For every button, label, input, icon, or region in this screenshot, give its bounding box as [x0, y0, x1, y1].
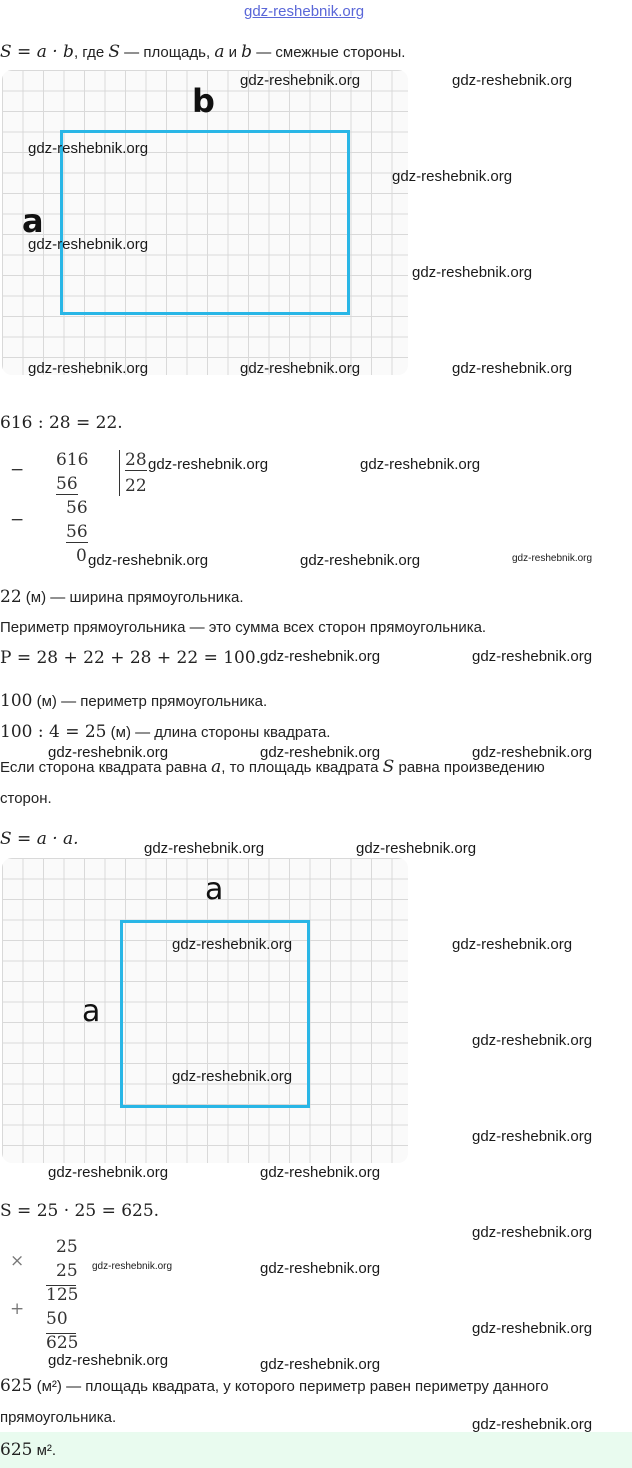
division-rem-1: 56 — [66, 498, 88, 518]
perimeter-line — [0, 691, 267, 711]
division-sub-2: 56 — [66, 522, 88, 542]
rect-grid-figure — [2, 70, 408, 375]
rect-formula-S: S — [108, 42, 120, 62]
watermark: gdz-reshebnik.org — [92, 1261, 173, 1272]
watermark: gdz-reshebnik.org — [48, 1352, 169, 1369]
mult-factor-2: 25 — [56, 1261, 78, 1281]
watermark: gdz-reshebnik.org — [452, 360, 573, 377]
division-vertical-bar — [119, 450, 120, 496]
rect-formula-expr: S = a · b — [0, 42, 74, 62]
watermark: gdz-reshebnik.org — [48, 744, 169, 761]
watermark: gdz-reshebnik.org — [472, 1416, 593, 1433]
rect-formula-comma: , — [73, 44, 79, 61]
width-text: (м) — ширина прямоугольника. — [21, 589, 244, 606]
answer-unit: м². — [32, 1442, 57, 1459]
watermark: gdz-reshebnik.org — [172, 936, 293, 953]
area-line — [0, 1376, 549, 1396]
rect-formula-text3: — смежные стороны. — [252, 44, 406, 61]
watermark: gdz-reshebnik.org — [28, 360, 149, 377]
rect-formula-text2: — площадь, — [120, 44, 215, 61]
site-header-link[interactable]: gdz-reshebnik.org — [244, 3, 365, 20]
rectangle-shape — [60, 130, 350, 315]
perimeter-value: 100 — [0, 691, 33, 711]
watermark: gdz-reshebnik.org — [472, 1128, 593, 1145]
watermark: gdz-reshebnik.org — [148, 456, 269, 473]
mult-partial-2: 50 — [46, 1309, 68, 1329]
watermark: gdz-reshebnik.org — [472, 744, 593, 761]
side-expr: 100 : 4 = 25 — [0, 722, 107, 742]
watermark: gdz-reshebnik.org — [356, 840, 477, 857]
square-def-a: a — [211, 757, 222, 777]
answer-text — [0, 1440, 56, 1460]
area-value: 625 — [0, 1376, 33, 1396]
division-minus-1: − — [10, 460, 25, 480]
watermark: gdz-reshebnik.org — [260, 1260, 381, 1277]
watermark: gdz-reshebnik.org — [452, 72, 573, 89]
watermark: gdz-reshebnik.org — [240, 360, 361, 377]
watermark: gdz-reshebnik.org — [172, 1068, 293, 1085]
watermark: gdz-reshebnik.org — [88, 552, 209, 569]
mult-plus-sign: + — [10, 1299, 25, 1319]
answer-block — [0, 1432, 632, 1468]
perimeter-equation: P = 28 + 22 + 28 + 22 = 100. — [0, 648, 262, 668]
watermark: gdz-reshebnik.org — [144, 840, 265, 857]
rect-area-formula — [0, 42, 405, 62]
mult-result: 625 — [46, 1333, 79, 1353]
mult-factor-1: 25 — [56, 1237, 78, 1257]
watermark: gdz-reshebnik.org — [512, 553, 593, 564]
width-value: 22 — [0, 587, 22, 607]
watermark: gdz-reshebnik.org — [260, 1356, 381, 1373]
watermark: gdz-reshebnik.org — [260, 1164, 381, 1181]
rect-label-b: b — [192, 82, 215, 120]
watermark: gdz-reshebnik.org — [260, 648, 381, 665]
rect-formula-and: и — [224, 44, 242, 61]
square-label-side: a — [82, 994, 101, 1029]
side-text: (м) — длина стороны квадрата. — [106, 724, 331, 741]
watermark: gdz-reshebnik.org — [360, 456, 481, 473]
division-divisor: 28 — [125, 450, 147, 470]
square-formula: S = a · a. — [0, 829, 79, 849]
square-def-part1: Если сторона квадрата равна — [0, 759, 212, 776]
area-equation: S = 25 · 25 = 625. — [0, 1201, 160, 1221]
division-equation: 616 : 28 = 22. — [0, 413, 123, 433]
mult-partial-1: 125 — [46, 1285, 79, 1305]
rect-formula-b: b — [241, 42, 253, 62]
rect-formula-a: a — [214, 42, 225, 62]
area-text: (м²) — площадь квадрата, у которого периметр равен периметру данного — [32, 1378, 549, 1395]
watermark: gdz-reshebnik.org — [472, 1320, 593, 1337]
division-remainder: 0 — [76, 546, 87, 566]
rect-label-a: a — [22, 202, 44, 240]
square-def-S: S — [382, 757, 395, 777]
watermark: gdz-reshebnik.org — [392, 168, 513, 185]
division-dividend: 616 — [56, 450, 89, 470]
watermark: gdz-reshebnik.org — [28, 236, 149, 253]
division-minus-2: − — [10, 510, 25, 530]
answer-value: 625 — [0, 1440, 33, 1460]
division-quotient: 22 — [125, 476, 147, 496]
watermark: gdz-reshebnik.org — [452, 936, 573, 953]
watermark: gdz-reshebnik.org — [48, 1164, 169, 1181]
watermark: gdz-reshebnik.org — [240, 72, 361, 89]
perimeter-definition: Периметр прямоугольника — это сумма всех сторон прямоугольника. — [0, 619, 487, 636]
watermark: gdz-reshebnik.org — [260, 744, 381, 761]
watermark: gdz-reshebnik.org — [472, 648, 593, 665]
rect-formula-text1: где — [78, 44, 109, 61]
square-definition-line2: сторон. — [0, 790, 52, 807]
area-line-2: прямоугольника. — [0, 1409, 117, 1426]
side-line — [0, 722, 330, 742]
watermark: gdz-reshebnik.org — [472, 1032, 593, 1049]
perimeter-text: (м) — периметр прямоугольника. — [32, 693, 268, 710]
watermark: gdz-reshebnik.org — [412, 264, 533, 281]
width-line — [0, 587, 244, 607]
watermark: gdz-reshebnik.org — [472, 1224, 593, 1241]
watermark: gdz-reshebnik.org — [28, 140, 149, 157]
square-label-top: a — [205, 872, 224, 907]
watermark: gdz-reshebnik.org — [300, 552, 421, 569]
square-def-part3: равна произведению — [394, 759, 545, 776]
mult-times-sign: × — [10, 1251, 25, 1271]
square-def-part2: , то площадь квадрата — [221, 759, 383, 776]
square-grid-figure — [2, 858, 408, 1163]
division-sub-1: 56 — [56, 474, 78, 494]
